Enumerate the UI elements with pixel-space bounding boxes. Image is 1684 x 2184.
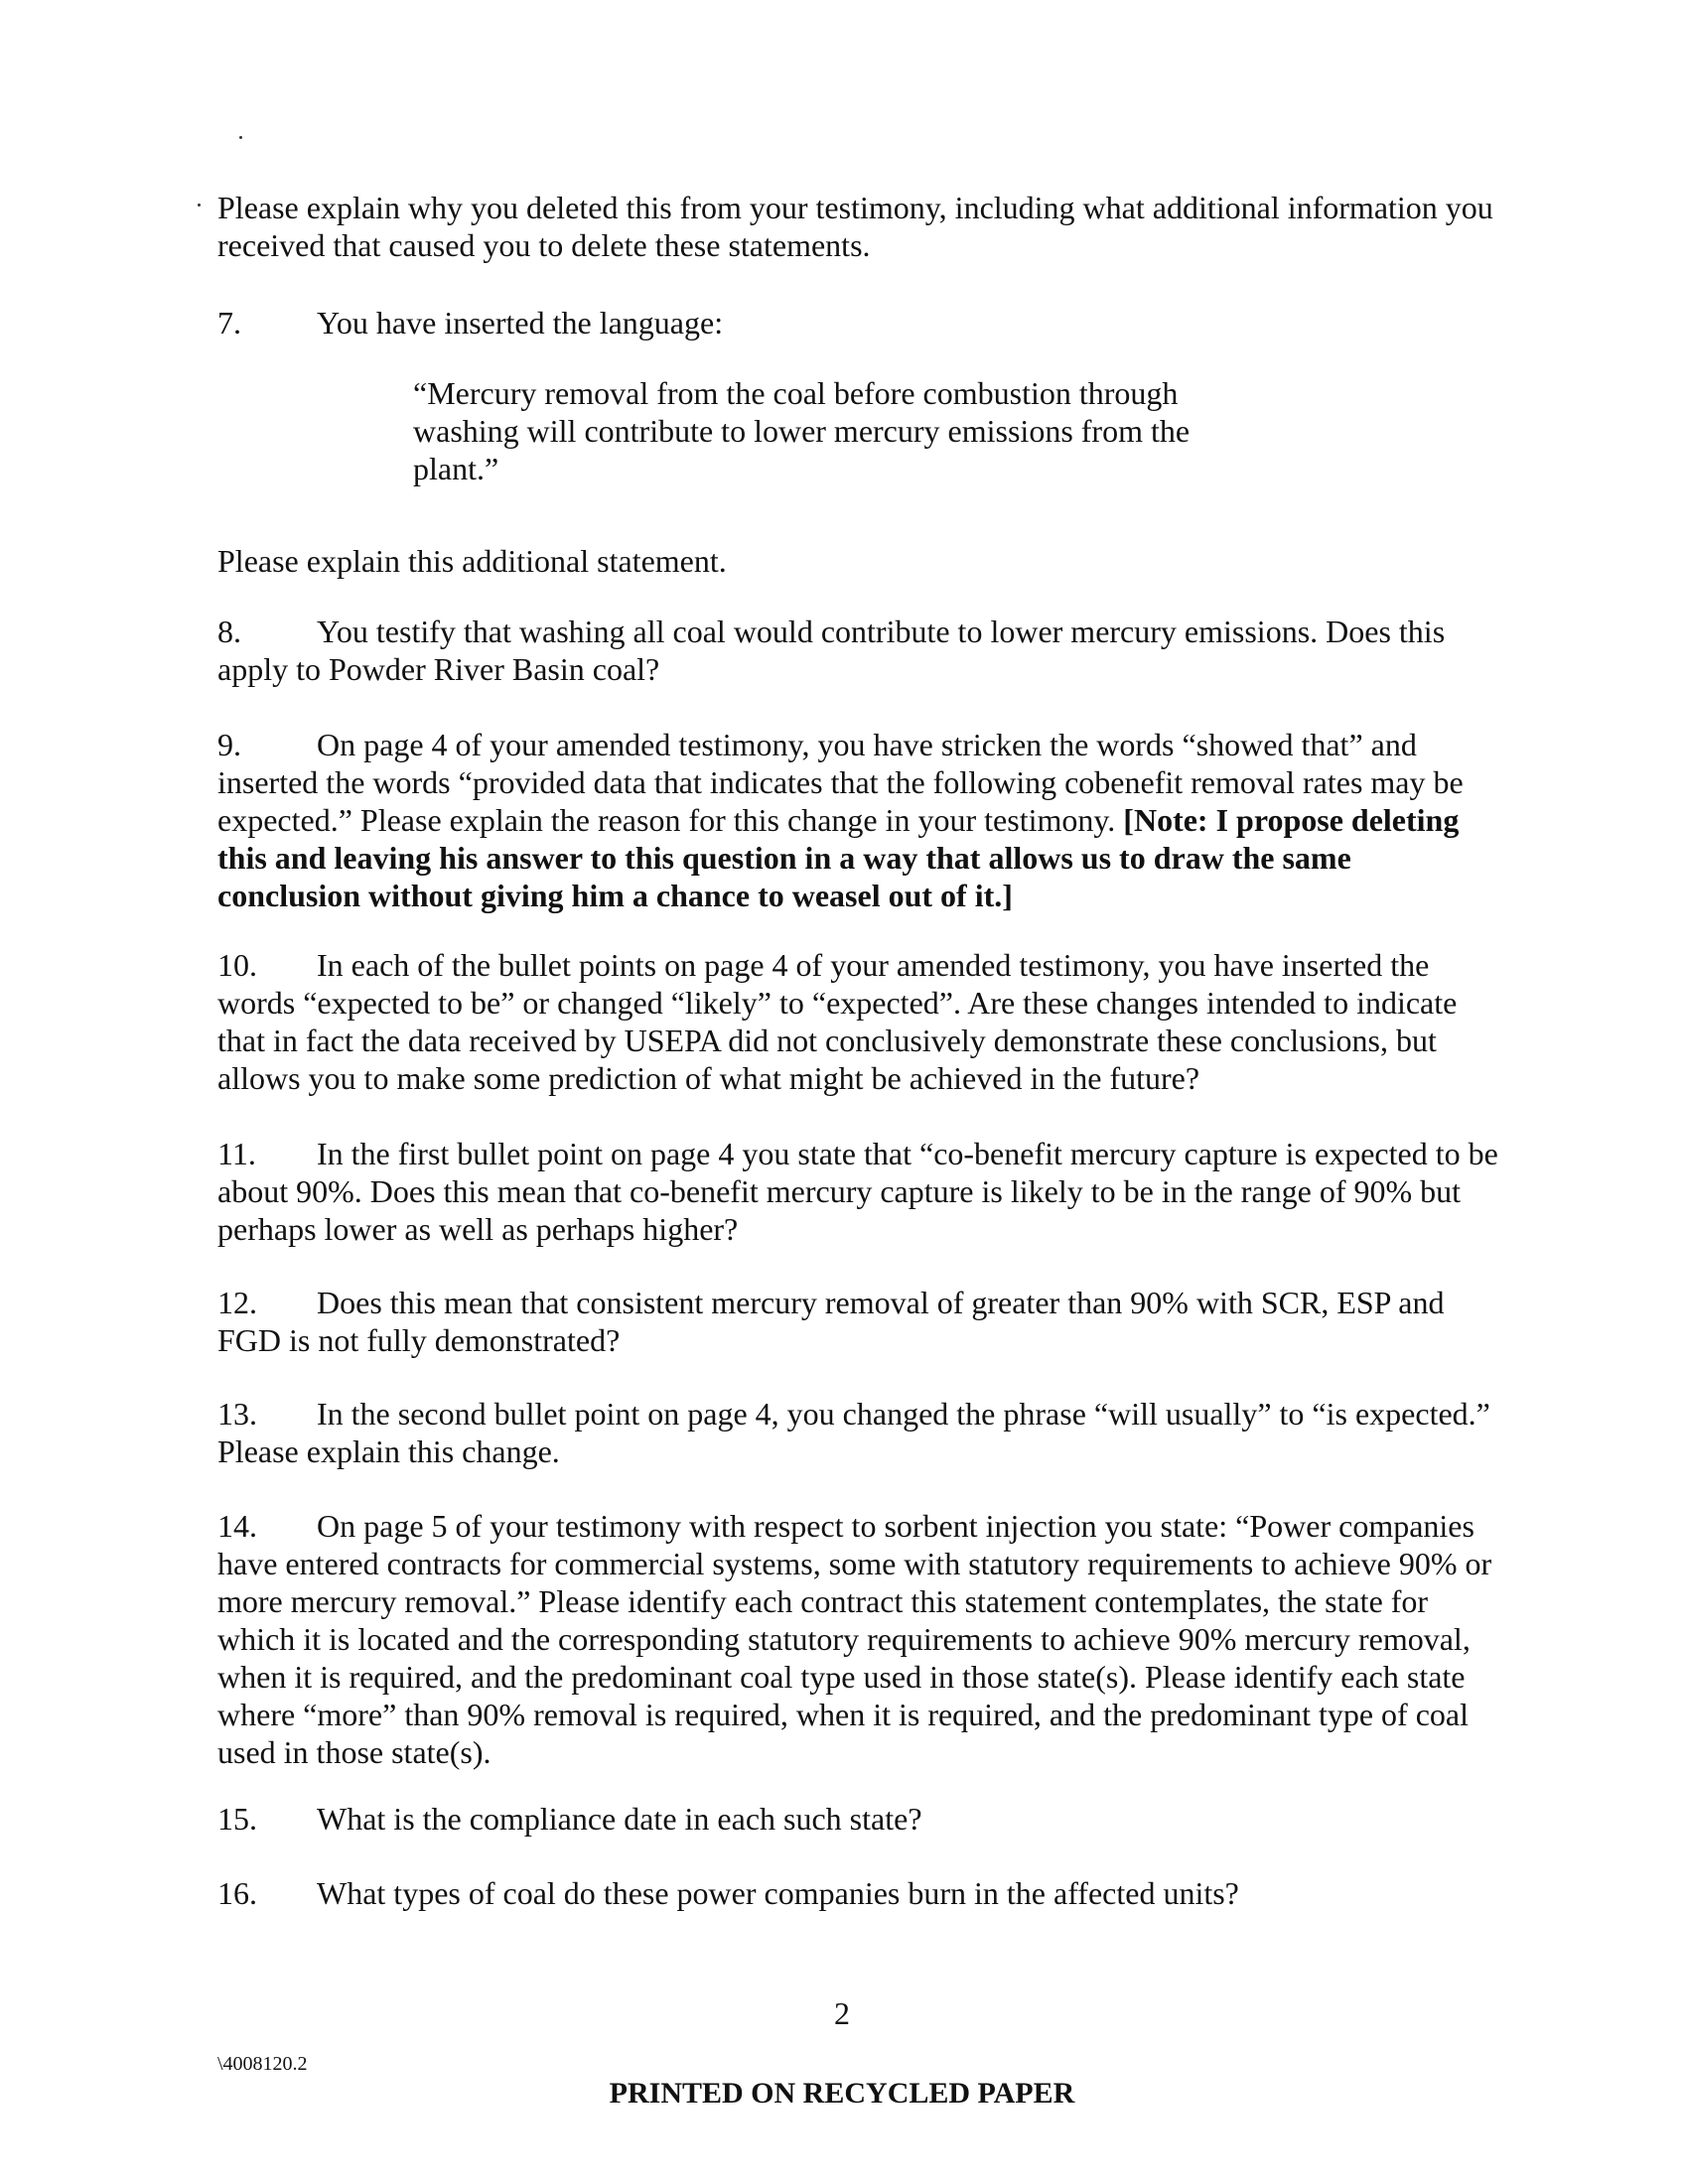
question-number: 8.	[217, 614, 241, 649]
question-7	[217, 304, 1498, 341]
question-8	[217, 613, 1498, 688]
question-text: What is the compliance date in each such state?	[317, 1801, 922, 1837]
question-16	[217, 1874, 1498, 1912]
question-13	[217, 1395, 1498, 1470]
question-number: 15.	[217, 1801, 257, 1837]
question-14	[217, 1507, 1498, 1771]
question-number: 11.	[217, 1136, 256, 1171]
question-text: In the second bullet point on page 4, you changed the phrase “will usually” to “is expected.” Please explain this change.	[217, 1396, 1490, 1469]
question-text: In the first bullet point on page 4 you state that “co-benefit mercury capture is expected to be about 90%. Does this mean that co-benefit mercury capture is likely to be in the range of 90% but perhaps lower as well as perhaps higher?	[217, 1136, 1498, 1247]
question-number: 9.	[217, 727, 241, 762]
after-quote-paragraph: Please explain this additional statement.	[217, 543, 727, 579]
question-text: What types of coal do these power companies burn in the affected units?	[317, 1875, 1239, 1911]
question-11	[217, 1135, 1498, 1248]
question-12	[217, 1284, 1498, 1359]
question-number: 14.	[217, 1508, 257, 1544]
question-number: 16.	[217, 1875, 257, 1911]
question-text: Does this mean that consistent mercury removal of greater than 90% with SCR, ESP and FGD is not fully demonstrated?	[217, 1285, 1445, 1358]
question-text: On page 4 of your amended testimony, you have stricken the words “showed that” and inserted the words “provided data that indicates that the following cobenefit removal rates may be expected.” Please explain the reason for this change in your testimony.	[217, 727, 1464, 838]
editor-note: [Note: I propose deleting this and leaving his answer to this question in a way that allows us to draw the same conclusion without giving him a chance to weasel out of it.]	[217, 802, 1460, 913]
question-number: 13.	[217, 1396, 257, 1432]
question-9	[217, 726, 1498, 914]
scan-speck	[198, 204, 201, 206]
question-10	[217, 946, 1498, 1097]
inserted-language-quote: “Mercury removal from the coal before combustion through washing will contribute to lower mercury emissions from the plant.”	[413, 375, 1191, 486]
page-number: 2	[834, 1995, 850, 2031]
question-15	[217, 1800, 1498, 1838]
question-number: 12.	[217, 1285, 257, 1320]
scan-speck	[239, 136, 242, 139]
document-id: \4008120.2	[217, 2053, 308, 2075]
recycled-paper-banner: PRINTED ON RECYCLED PAPER	[609, 2077, 1075, 2110]
question-text: You have inserted the language:	[317, 305, 724, 341]
question-text: You testify that washing all coal would contribute to lower mercury emissions. Does this apply to Powder River Basin coal?	[217, 614, 1446, 687]
question-number: 10.	[217, 947, 257, 983]
question-number: 7.	[217, 305, 241, 341]
intro-paragraph: Please explain why you deleted this from your testimony, including what additional information you received that caused you to delete these statements.	[217, 190, 1493, 263]
question-text: In each of the bullet points on page 4 of your amended testimony, you have inserted the words “expected to be” or changed “likely” to “expected”. Are these changes intended to indicate that in fact the data received by USEPA did not conclusively demonstrate these conclusions, but allows you to make some prediction of what might be achieved in the future?	[217, 947, 1458, 1096]
question-text: On page 5 of your testimony with respect to sorbent injection you state: “Power companies have entered contracts for commercial systems, some with statutory requirements to achieve 90% or more mercury removal.” Please identify each contract this statement contemplates, the state for which it is located and the corresponding statutory requirements to achieve 90% mercury removal, when it is required, and the predominant coal type used in those state(s). Please identify each state where “more” than 90% removal is required, when it is required, and the predominant type of coal used in those state(s).	[217, 1508, 1492, 1770]
